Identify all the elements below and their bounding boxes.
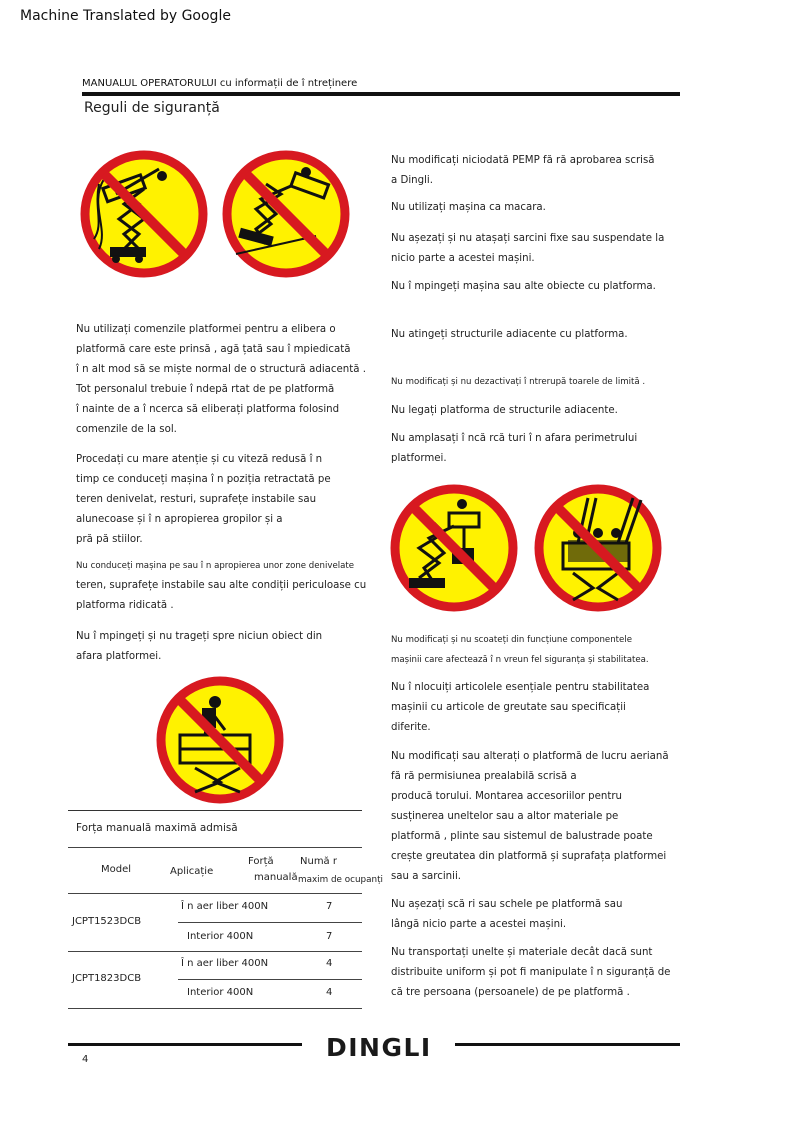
table-cell-occupants: 4 <box>326 987 333 998</box>
right-paragraph-4: Nu î mpingeți mașina sau alte obiecte cu platforma. <box>391 281 656 292</box>
table-cell-occupants: 7 <box>326 931 333 942</box>
column-header-force-line2: manuală <box>254 872 298 883</box>
table-title: Forța manuală maximă admisă <box>76 822 238 834</box>
right-paragraph-12: Nu așezați scă ri sau schele pe platformă sau lângă nicio parte a acestei mașini. <box>391 899 623 930</box>
tipping-platform-warning-icon <box>80 150 208 278</box>
left-paragraph-2: Procedați cu mare atenție și cu viteză redusă î n timp ce conduceți mașina î n poziția retractată pe teren denivelat, resturi, suprafețe instabile sau alunecoase și î n apropierea gropilor și a pră pă stiilor. <box>76 454 331 545</box>
left-paragraph-1: Nu utilizați comenzile platformei pentru a elibera o platformă care este prinsă , agă țată sau î mpiedicată î n alt mod să se miște normal de o structură adiacentă . Tot personalul trebuie î ndepă rtat de pe platformă î nainte de a î ncerca să eliberați platforma folosind comenzile de la sol. <box>76 324 366 435</box>
table-row-model: JCPT1523DCB <box>72 916 142 927</box>
section-title: Reguli de siguranță <box>84 100 220 116</box>
footer-rule-right <box>455 1043 680 1046</box>
left-paragraph-4: Nu î mpingeți și nu trageți spre niciun obiect din afara platformei. <box>76 631 323 662</box>
right-paragraph-8: Nu amplasați î ncă rcă turi î n afara perimetrului platformei. <box>391 433 638 464</box>
overload-ladder-warning-icon <box>534 484 662 612</box>
right-paragraph-6: Nu modificați și nu dezactivați î ntrerupă toarele de limită . <box>391 377 646 387</box>
table-cell-occupants: 7 <box>326 901 333 912</box>
right-paragraph-2: Nu utilizați mașina ca macara. <box>391 202 546 213</box>
right-paragraph-3: Nu așezați și nu atașați sarcini fixe sau suspendate la nicio parte a acestei mașini. <box>391 233 665 264</box>
table-cell-application: Interior 400N <box>187 987 254 998</box>
right-paragraph-11: Nu modificați sau alterați o platformă de lucru aeriană fă ră permisiunea prealabilă scrisă a producă torului. Montarea accesoriilor pentru susținerea uneltelor sau a altor materiale pe platformă , plinte sau sistemul de balustrade poate crește greutatea din platformă și suprafața platformei sau a sarcinii. <box>391 751 669 882</box>
machine-translated-label: Machine Translated by Google <box>20 8 231 24</box>
right-paragraph-7: Nu legați platforma de structurile adiacente. <box>391 405 618 416</box>
right-paragraph-10: Nu î nlocuiți articolele esențiale pentru stabilitatea mașinii cu articole de greutate sau specificații diferite. <box>391 682 650 733</box>
column-header-model: Model <box>101 864 132 875</box>
climbing-rails-warning-icon <box>156 676 284 804</box>
column-header-occupants-line2: maxim de ocupanți <box>298 875 384 885</box>
left-paragraph-3: Nu conduceți mașina pe sau î n apropierea unor zone denivelate teren, suprafețe instabile sau alte condiții periculoase cu platforma ridicată . <box>76 561 367 611</box>
dingli-logo: DINGLI <box>326 1033 432 1062</box>
table-cell-application: Interior 400N <box>187 931 254 942</box>
page-number: 4 <box>82 1054 89 1065</box>
table-row-model: JCPT1823DCB <box>72 973 142 984</box>
column-header-force-line1: Forță <box>248 856 274 867</box>
right-paragraph-1: Nu modificați niciodată PEMP fă ră aprobarea scrisă a Dingli. <box>391 155 655 186</box>
table-cell-application: Î n aer liber 400N <box>181 958 269 969</box>
table-cell-occupants: 4 <box>326 958 333 969</box>
table-top-rule <box>68 810 362 811</box>
column-header-application: Aplicație <box>170 866 214 877</box>
column-header-occupants-line1: Numă r <box>300 856 337 867</box>
crane-load-warning-icon <box>390 484 518 612</box>
footer-rule-left <box>68 1043 302 1046</box>
right-paragraph-9: Nu modificați și nu scoateți din funcțiune componentele mașinii care afectează î n vreun fel siguranța și stabilitatea. <box>391 635 649 665</box>
right-paragraph-13: Nu transportați unelte și materiale decât dacă sunt distribuite uniform și pot fi manipulate î n siguranță de că tre persoana (persoanele) de pe platformă . <box>391 947 671 998</box>
header-rule <box>82 92 680 96</box>
table-cell-application: Î n aer liber 400N <box>181 901 269 912</box>
right-paragraph-5: Nu atingeți structurile adiacente cu platforma. <box>391 329 628 340</box>
tipping-slope-warning-icon <box>222 150 350 278</box>
manual-header: MANUALUL OPERATORULUI cu informații de î ntreținere <box>82 78 358 89</box>
